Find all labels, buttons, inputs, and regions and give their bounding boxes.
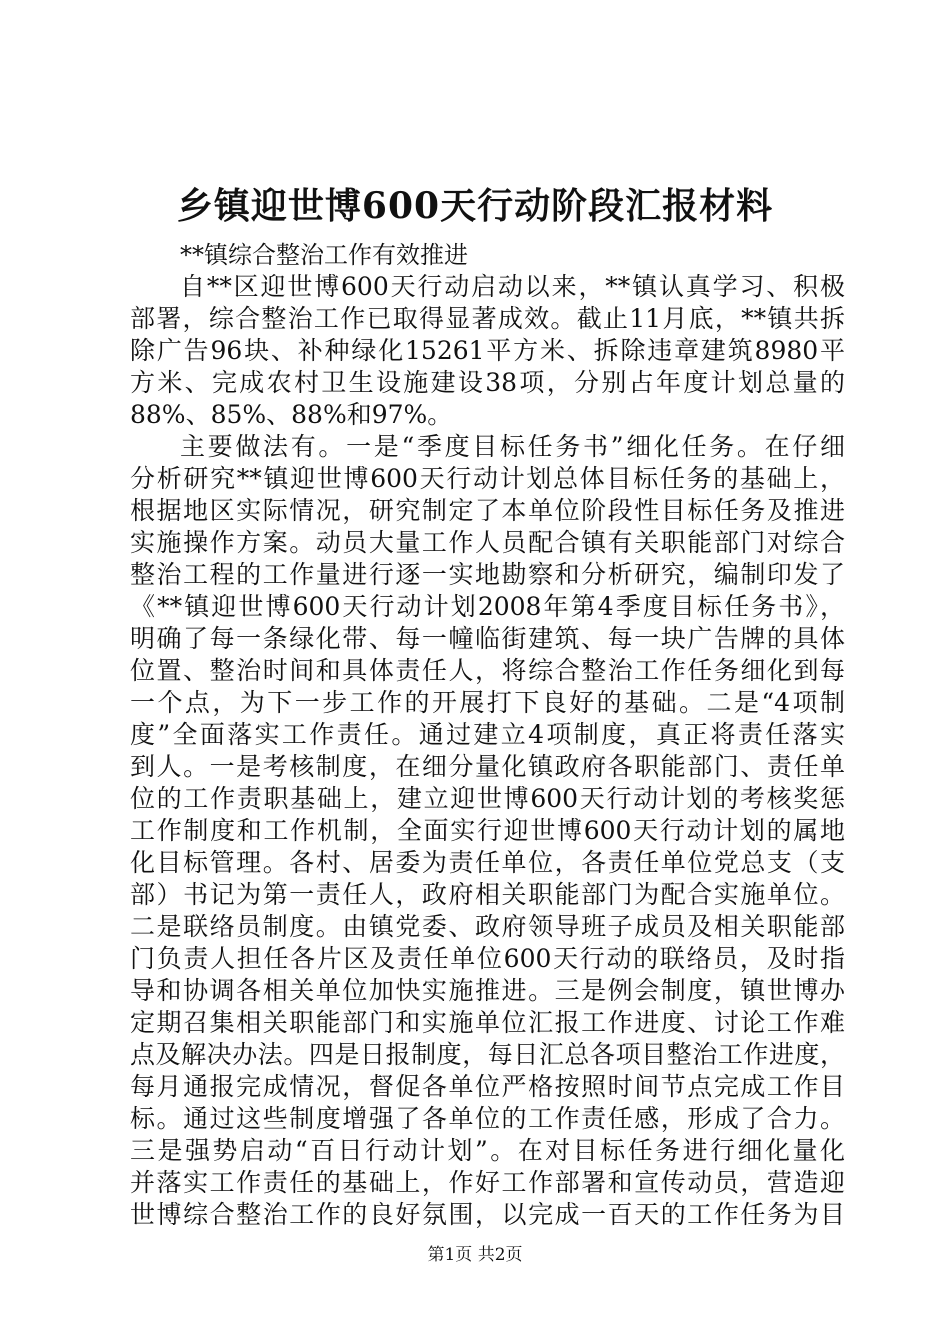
paragraph-line: 定期召集相关职能部门和实施单位汇报工作进度、讨论工作难 [130,1008,845,1037]
paragraph-line: 工作制度和工作机制，全面实行迎世博600天行动计划的属地 [130,816,845,845]
paragraph-line: 部署，综合整治工作已取得显著成效。截止11月底，**镇共拆 [130,304,845,333]
paragraph-line: 明确了每一条绿化带、每一幢临街建筑、每一块广告牌的具体 [130,624,845,653]
paragraph-line: 分析研究**镇迎世博600天行动计划总体目标任务的基础上， [130,464,845,493]
document-body [130,239,845,1231]
paragraph-line: 主要做法有。一是“季度目标任务书”细化任务。在仔细 [180,432,845,461]
paragraph-line: 方米、完成农村卫生设施建设38项，分别占年度计划总量的 [130,368,845,397]
paragraph-line: 除广告96块、补种绿化15261平方米、拆除违章建筑8980平 [130,336,845,365]
paragraph-line: 并落实工作责任的基础上，作好工作部署和宣传动员，营造迎 [130,1168,845,1197]
paragraph-line: 二是联络员制度。由镇党委、政府领导班子成员及相关职能部 [130,912,845,941]
paragraph-line: 自**区迎世博600天行动启动以来，**镇认真学习、积极 [180,272,845,301]
paragraph-line: 标。通过这些制度增强了各单位的工作责任感，形成了合力。 [130,1104,845,1133]
paragraph-line: 点及解决办法。四是日报制度，每日汇总各项目整治工作进度， [130,1040,845,1069]
paragraph-line: 化目标管理。各村、居委为责任单位，各责任单位党总支（支 [130,848,845,877]
paragraph-line: 世博综合整治工作的良好氛围，以完成一百天的工作任务为目 [130,1200,845,1229]
paragraph-line: 导和协调各相关单位加快实施推进。三是例会制度，镇世博办 [130,976,845,1005]
paragraph-line: 到人。一是考核制度，在细分量化镇政府各职能部门、责任单 [130,752,845,781]
paragraph-line: 每月通报完成情况，督促各单位严格按照时间节点完成工作目 [130,1072,845,1101]
paragraph-line: 位置、整治时间和具体责任人，将综合整治工作任务细化到每 [130,656,845,685]
paragraph-line: 度”全面落实工作责任。通过建立4项制度，真正将责任落实 [130,720,845,749]
paragraph-line: 三是强势启动“百日行动计划”。在对目标任务进行细化量化 [130,1136,845,1165]
paragraph-line: 88%、85%、88%和97%。 [130,400,453,429]
paragraph-line: 根据地区实际情况，研究制定了本单位阶段性目标任务及推进 [130,496,845,525]
document-title: 乡镇迎世博600天行动阶段汇报材料 [176,185,774,227]
paragraph-line: 《**镇迎世博600天行动计划2008年第4季度目标任务书》， [130,592,845,621]
paragraph-line: 整治工程的工作量进行逐一实地勘察和分析研究，编制印发了 [130,560,845,589]
document-subtitle: **镇综合整治工作有效推进 [180,241,468,269]
paragraph-line: 实施操作方案。动员大量工作人员配合镇有关职能部门对综合 [130,528,845,557]
paragraph-line: 门负责人担任各片区及责任单位600天行动的联络员，及时指 [130,944,845,973]
page-number-footer: 第1页 共2页 [427,1245,523,1265]
paragraph-line: 位的工作责职基础上，建立迎世博600天行动计划的考核奖惩 [130,784,845,813]
paragraph-line: 部）书记为第一责任人，政府相关职能部门为配合实施单位。 [130,880,845,909]
paragraph-line: 一个点，为下一步工作的开展打下良好的基础。二是“4项制 [130,688,845,717]
